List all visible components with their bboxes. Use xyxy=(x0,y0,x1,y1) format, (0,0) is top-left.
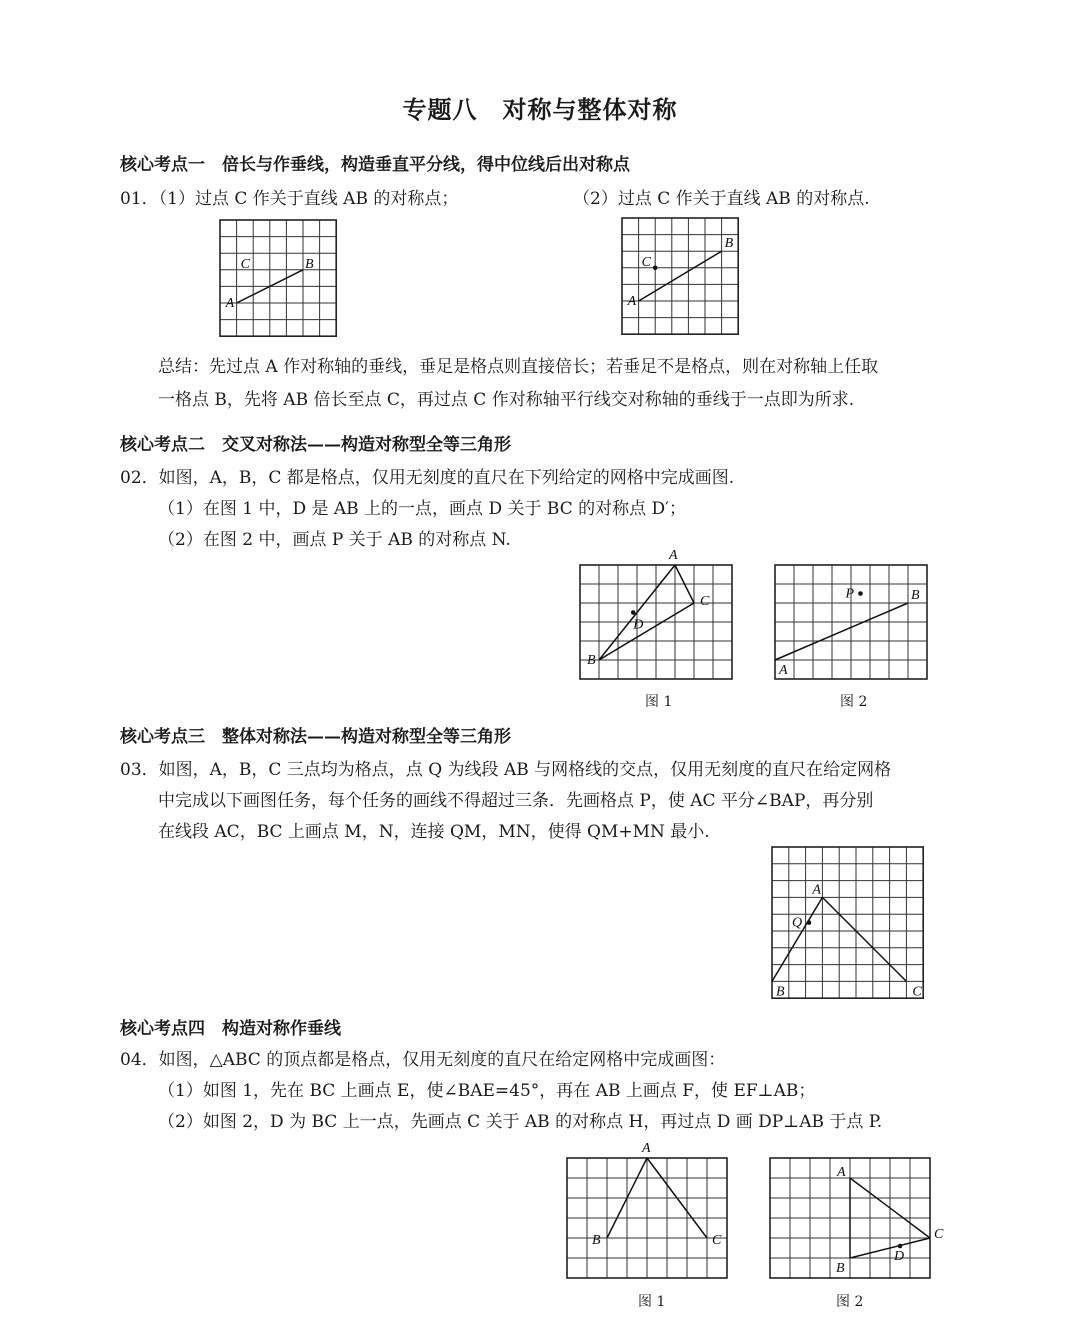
summary-line-1: 总结：先过点 A 作对称轴的垂线，垂足是格点则直接倍长；若垂足不是格点，则在对称轴上任取 xyxy=(158,357,879,377)
point-label-d: D xyxy=(633,617,644,633)
point-dot xyxy=(631,610,636,615)
figure-segment xyxy=(639,251,722,301)
grid-frame xyxy=(220,220,336,336)
grid-figure-02-fig1 xyxy=(580,548,732,679)
point-label-p: P xyxy=(845,586,855,602)
section-3-heading: 核心考点三 整体对称法——构造对称型全等三角形 xyxy=(120,727,511,747)
grid-figure-02-fig2 xyxy=(775,565,927,679)
figure-segment xyxy=(772,897,822,981)
problem-04-line2: （1）如图 1，先在 BC 上画点 E，使∠BAE=45°，再在 AB 上画点 F，使 EF⊥AB； xyxy=(158,1081,816,1101)
point-label-c: C xyxy=(700,594,710,609)
section-4-heading: 核心考点四 构造对称作垂线 xyxy=(120,1019,341,1039)
figure-segment xyxy=(775,603,908,660)
point-dot xyxy=(653,266,658,271)
point-label-a: A xyxy=(812,882,821,898)
problem-02-line1: 02．如图，A，B，C 都是格点，仅用无刻度的直尺在下列给定的网格中完成画图. xyxy=(120,468,735,488)
grid-figure-01b xyxy=(622,218,738,334)
point-dot xyxy=(807,920,812,925)
problem-02-line2: （1）在图 1 中，D 是 AB 上的一点，画点 D 关于 BC 的对称点 D′； xyxy=(158,499,687,519)
point-label-c: C xyxy=(712,1233,722,1248)
section-2-heading: 核心考点二 交叉对称法——构造对称型全等三角形 xyxy=(120,435,511,455)
point-label-b: B xyxy=(836,1261,845,1276)
point-label-b: B xyxy=(587,653,596,668)
problem-03-line2: 中完成以下画图任务，每个任务的画线不得超过三条．先画格点 P，使 AC 平分∠BAP，再分别 xyxy=(158,791,874,811)
point-label-a: A xyxy=(642,1141,651,1156)
point-label-b: B xyxy=(776,984,785,1000)
grid-figure-04-fig2 xyxy=(770,1158,944,1278)
figure-segment xyxy=(599,603,694,660)
point-label-a: A xyxy=(627,294,637,309)
point-dot xyxy=(858,591,863,596)
caption-04-fig1: 图 1 xyxy=(638,1294,666,1310)
point-label-b: B xyxy=(911,588,920,603)
point-label-b: B xyxy=(724,236,734,252)
section-1-heading: 核心考点一 倍长与作垂线，构造垂直平分线，得中位线后出对称点 xyxy=(120,155,630,175)
page-title: 专题八 对称与整体对称 xyxy=(402,95,678,124)
caption-02-fig1: 图 1 xyxy=(645,694,673,710)
point-label-a: A xyxy=(779,663,788,678)
point-label-a: A xyxy=(669,548,678,563)
point-label-q: Q xyxy=(791,915,803,931)
problem-03-line1: 03．如图，A，B，C 三点均为格点，点 Q 为线段 AB 与网格线的交点，仅用无刻度的直尺在给定网格 xyxy=(120,760,892,780)
grid-figure-01a xyxy=(220,220,336,336)
point-label-a: A xyxy=(837,1165,846,1180)
point-label-b: B xyxy=(305,256,314,272)
problem-04-line1: 04．如图，△ABC 的顶点都是格点，仅用无刻度的直尺在给定网格中完成画图： xyxy=(120,1050,726,1070)
problem-03-line3: 在线段 AC，BC 上画点 M，N，连接 QM，MN，使得 QM+MN 最小. xyxy=(158,822,710,842)
problem-04-line3: （2）如图 2，D 为 BC 上一点，先画点 C 关于 AB 的对称点 H，再过点 D 画 DP⊥AB 于点 P. xyxy=(158,1112,883,1132)
point-label-c: C xyxy=(240,256,250,272)
caption-02-fig2: 图 2 xyxy=(840,694,868,710)
figure-segment xyxy=(822,897,906,981)
problem-01-part2: （2）过点 C 作关于直线 AB 的对称点. xyxy=(573,189,870,209)
summary-line-2: 一格点 B，先将 AB 倍长至点 C，再过点 C 作对称轴平行线交对称轴的垂线于一点即为所求. xyxy=(158,390,855,410)
point-label-b: B xyxy=(592,1233,601,1248)
point-dot xyxy=(898,1244,903,1249)
grid-figure-04-fig1 xyxy=(567,1141,727,1278)
point-label-a: A xyxy=(225,296,235,311)
problem-02-line3: （2）在图 2 中，画点 P 关于 AB 的对称点 N. xyxy=(158,530,511,550)
point-label-c: C xyxy=(641,254,651,270)
problem-01-part1: 01．（1）过点 C 作关于直线 AB 的对称点； xyxy=(120,189,459,209)
grid-figure-03 xyxy=(772,847,923,999)
point-label-c: C xyxy=(934,1227,944,1242)
caption-04-fig2: 图 2 xyxy=(836,1294,864,1310)
point-label-c: C xyxy=(912,984,922,1000)
point-label-d: D xyxy=(894,1249,905,1264)
